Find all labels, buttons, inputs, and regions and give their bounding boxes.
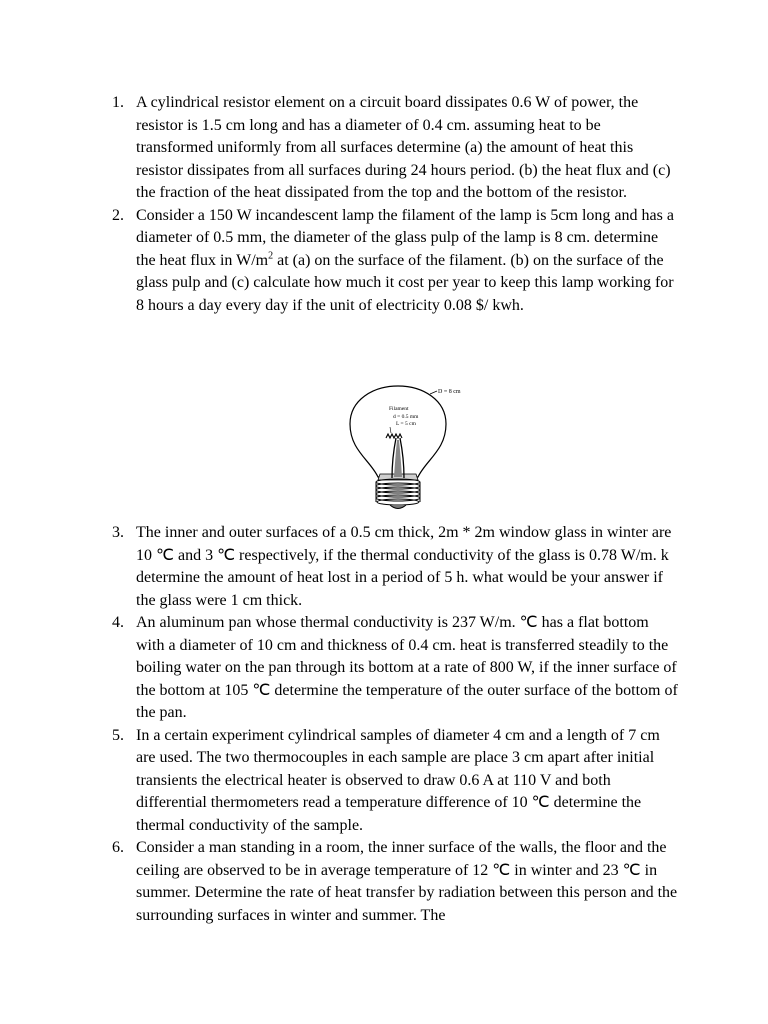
question-6 <box>112 837 680 927</box>
filament-coil <box>386 434 402 438</box>
question-4 <box>112 612 680 725</box>
base-contact <box>390 505 406 509</box>
question-number: 4. <box>112 614 124 631</box>
filament-length-label: L = 5 cm <box>396 421 416 427</box>
question-text: An aluminum pan whose thermal conductivity is 237 W/m. ℃ has a flat bottom with a diameter of 10 cm and thickness of 0.4 cm. heat is transferred steadily to the boiling water on the pan through its bottom at a rate of 800 W, if the inner surface of the bottom at 105 ℃ determine the temperature of the outer surface of the bottom of the pan. <box>136 614 678 721</box>
filament-diameter-label: d = 0.5 mm <box>393 414 419 420</box>
question-text-part: Consider a 150 W incandescent lamp the filament of the lamp is 5cm long and has a diameter of 0.5 mm, the diameter of the glass pulp of the lamp is 8 cm. determine the heat flux in W/m <box>136 206 674 269</box>
question-text-part: at (a) on the surface of the filament. (b) on the surface of the glass pulp and (c) calculate how much it cost per year to keep this lamp working for 8 hours a day every day if the unit of electricity 0.08 $/ kwh. <box>136 251 674 314</box>
question-number: 6. <box>112 839 124 856</box>
question-number: 1. <box>112 94 124 111</box>
question-list <box>112 92 680 317</box>
question-text: Consider a man standing in a room, the inner surface of the walls, the floor and the ceiling are observed to be in average temperature of 12 ℃ in winter and 23 ℃ in summer. Determine the rate of heat transfer by radiation between this person and the surrounding surfaces in winter and summer. The <box>136 839 678 924</box>
question-2 <box>112 205 680 318</box>
question-5 <box>112 725 680 838</box>
light-bulb-drawing <box>340 382 470 514</box>
filament-label: Filament <box>389 406 409 412</box>
question-text: The inner and outer surfaces of a 0.5 cm thick, 2m * 2m window glass in winter are 10 ℃ and 3 ℃ respectively, if the thermal conductivity of the glass is 0.78 W/m. k determine the amount of heat lost in a period of 5 h. what would be your answer if the glass were 1 cm thick. <box>136 524 672 609</box>
superscript: 2 <box>268 250 274 262</box>
question-number: 3. <box>112 524 124 541</box>
lamp-figure <box>340 382 470 514</box>
question-1 <box>112 92 680 205</box>
question-list <box>112 522 680 927</box>
question-text: A cylindrical resistor element on a circuit board dissipates 0.6 W of power, the resistor is 1.5 cm long and has a diameter of 0.4 cm. assuming heat to be transformed uniformly from all surfaces determine (a) the amount of heat this resistor dissipates from all surfaces during 24 hours period. (b) the heat flux and (c) the fraction of the heat dissipated from the top and the bottom of the resistor. <box>136 94 671 201</box>
filament-leader-line <box>390 427 391 433</box>
diameter-label: D = 8 cm <box>438 389 461 395</box>
question-text: In a certain experiment cylindrical samples of diameter 4 cm and a length of 7 cm are used. The two thermocouples in each sample are place 3 cm apart after initial transients the electrical heater is observed to draw 0.6 A at 110 V and both differential thermometers read a temperature difference of 10 ℃ determine the thermal conductivity of the sample. <box>136 726 660 834</box>
question-text <box>136 207 674 314</box>
question-number: 5. <box>112 726 124 744</box>
question-number: 2. <box>112 206 124 224</box>
diameter-leader-line <box>430 391 437 394</box>
question-3 <box>112 522 680 612</box>
screw-base <box>376 479 420 505</box>
